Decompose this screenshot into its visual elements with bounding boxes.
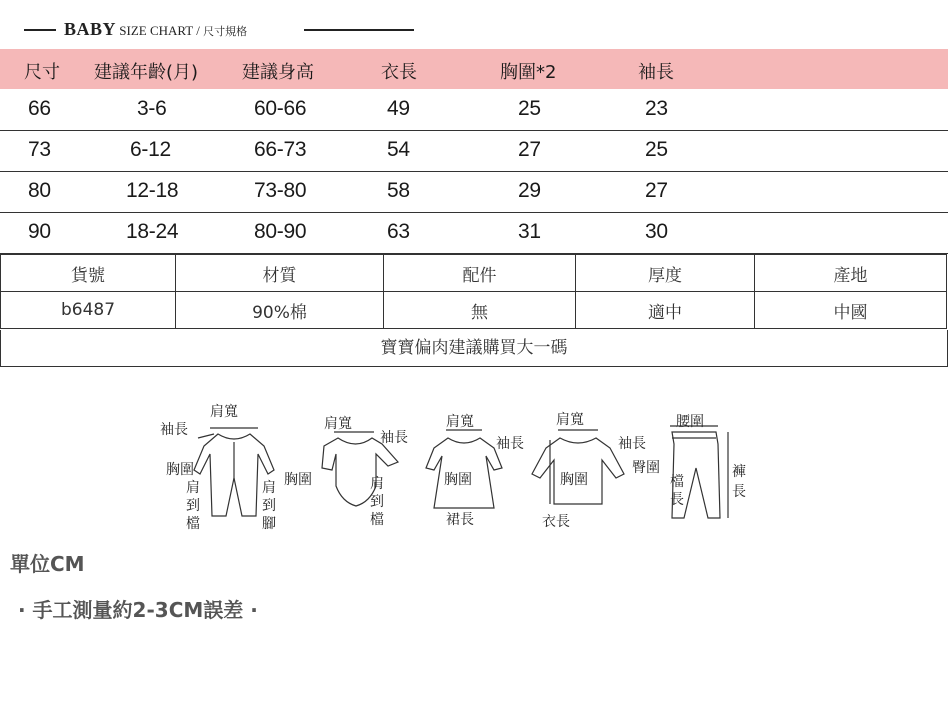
size-table-header [0, 49, 948, 89]
cell-sleeve: 27 [645, 179, 668, 202]
info-header-thickness: 厚度 [576, 255, 755, 292]
label-dress-length: 裙長 [446, 512, 474, 528]
product-info-table [0, 254, 947, 329]
size-row [0, 212, 948, 254]
size-row [0, 89, 948, 131]
sizing-note: 寶寶偏肉建議購買大一碼 [0, 330, 948, 367]
header-age: 建議年齡(月) [94, 62, 199, 83]
cell-chest: 31 [518, 220, 541, 243]
label-pants-length: 長 [732, 484, 746, 500]
label-romper-foot: 腳 [262, 516, 276, 532]
cell-chest: 29 [518, 179, 541, 202]
label-romper-crotch: 檔 [186, 516, 200, 532]
info-header-material: 材質 [176, 255, 384, 292]
cell-size: 80 [28, 179, 51, 202]
label-top-sleeve: 袖長 [496, 436, 524, 452]
title-rule-left [24, 29, 56, 31]
cell-sleeve: 25 [645, 138, 668, 161]
label-bodysuit-sleeve: 袖長 [380, 430, 408, 446]
cell-length: 58 [387, 179, 410, 202]
header-sleeve: 袖長 [638, 62, 674, 83]
cell-length: 54 [387, 138, 410, 161]
unit-label: 單位CM [10, 552, 85, 576]
chart-title [24, 14, 416, 44]
label-romper-chest: 胸圍 [166, 462, 194, 478]
measurement-diagram [150, 398, 760, 538]
label-bodysuit-shoulder-to: 肩 [370, 476, 384, 492]
info-value-origin: 中國 [755, 292, 947, 329]
title-rule-right [304, 29, 414, 31]
info-header-row [1, 255, 947, 292]
label-top-chest: 胸圍 [560, 472, 588, 488]
header-length: 衣長 [381, 62, 417, 83]
label-pants-waist: 腰圍 [676, 414, 704, 430]
tolerance-note: · 手工測量約2-3CM誤差 · [18, 598, 258, 622]
title-brand: BABY [64, 19, 117, 39]
label-romper-shoulder-to: 肩 [186, 480, 200, 496]
cell-age: 6-12 [130, 138, 171, 161]
size-row [0, 130, 948, 172]
title-separator: / [196, 23, 200, 38]
label-top-shoulder: 肩寬 [556, 412, 584, 428]
garment-illustrations [150, 398, 760, 538]
label-top-length: 衣長 [542, 514, 570, 530]
label-pants-pants: 褲 [732, 464, 746, 480]
cell-size: 66 [28, 97, 51, 120]
label-bodysuit-crotch: 檔 [370, 512, 384, 528]
info-header-accessory: 配件 [384, 255, 576, 292]
header-height: 建議身高 [242, 62, 314, 83]
info-value-sku: b6487 [1, 292, 176, 329]
label-top-sleeve-right: 袖長 [618, 436, 646, 452]
cell-height: 80-90 [254, 220, 307, 243]
label-romper-sleeve: 袖長 [160, 422, 188, 438]
cell-sleeve: 30 [645, 220, 668, 243]
cell-height: 60-66 [254, 97, 307, 120]
top-outline-icon [532, 438, 624, 504]
info-value-material: 90%棉 [176, 292, 384, 329]
title-text [64, 19, 247, 40]
header-size: 尺寸 [24, 62, 60, 83]
cell-chest: 25 [518, 97, 541, 120]
title-zh: 尺寸規格 [203, 25, 248, 38]
cell-sleeve: 23 [645, 97, 668, 120]
info-value-accessory: 無 [384, 292, 576, 329]
label-dress-chest: 胸圍 [444, 472, 472, 488]
bodysuit-outline-icon [322, 438, 398, 506]
label-pants-rise-length: 長 [670, 492, 684, 508]
cell-height: 66-73 [254, 138, 307, 161]
cell-age: 18-24 [126, 220, 179, 243]
label-bodysuit-shoulder: 肩寬 [324, 416, 352, 432]
label-pants-hip: 臀圍 [632, 460, 660, 476]
cell-size: 90 [28, 220, 51, 243]
info-header-origin: 產地 [755, 255, 947, 292]
cell-length: 63 [387, 220, 410, 243]
label-dress-shoulder: 肩寬 [446, 414, 474, 430]
info-header-sku: 貨號 [1, 255, 176, 292]
cell-age: 3-6 [137, 97, 167, 120]
label-bodysuit-chest: 胸圍 [284, 472, 312, 488]
label-romper-shoulder: 肩寬 [210, 404, 238, 420]
label-romper-to: 到 [186, 498, 200, 514]
info-value-row [1, 292, 947, 329]
label-romper-to-foot: 到 [262, 498, 276, 514]
cell-length: 49 [387, 97, 410, 120]
info-value-thickness: 適中 [576, 292, 755, 329]
header-chest: 胸圍*2 [500, 62, 557, 83]
label-pants-rise: 檔 [670, 474, 684, 490]
cell-size: 73 [28, 138, 51, 161]
cell-height: 73-80 [254, 179, 307, 202]
size-row [0, 171, 948, 213]
cell-chest: 27 [518, 138, 541, 161]
title-subtitle: SIZE CHART [119, 23, 193, 38]
cell-age: 12-18 [126, 179, 179, 202]
label-bodysuit-to: 到 [370, 494, 384, 510]
label-romper-shoulder-to-foot: 肩 [262, 480, 276, 496]
